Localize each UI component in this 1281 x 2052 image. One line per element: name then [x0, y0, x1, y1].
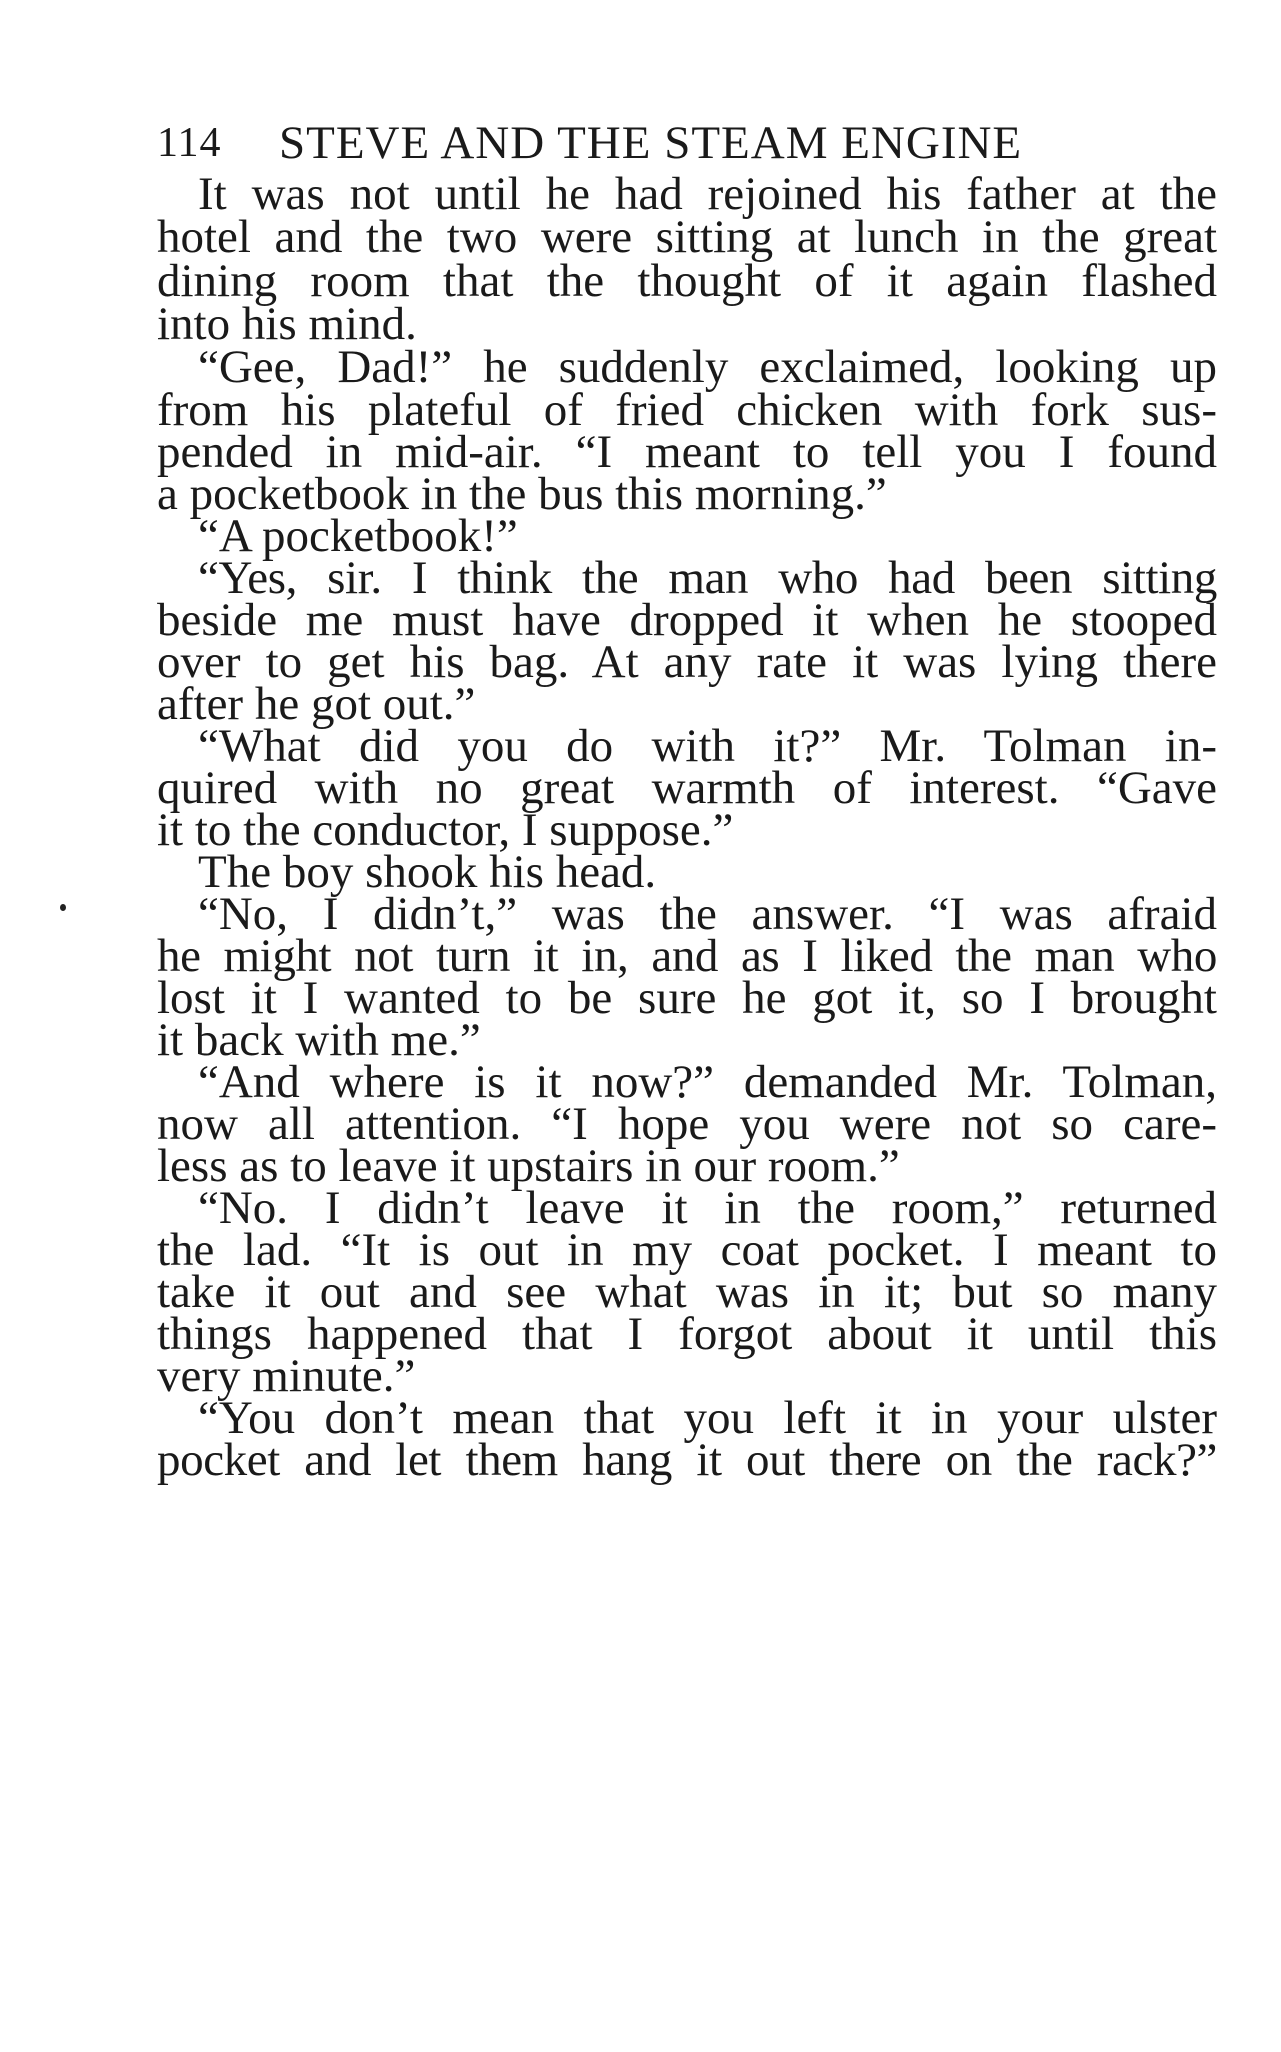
text-line: into his mind.: [157, 298, 417, 350]
text-line: “You don’t mean that you left it in your ulster: [198, 1392, 1217, 1444]
text-line: the lad. “It is out in my coat pocket. I meant to: [157, 1224, 1217, 1276]
running-head: [157, 113, 1217, 173]
text-line: pended in mid-air. “I meant to tell you I found: [157, 426, 1217, 478]
text-line: “A pocketbook!”: [198, 510, 518, 562]
text-line: “Gee, Dad!” he suddenly exclaimed, looking up: [198, 341, 1217, 393]
text-line: from his plateful of fried chicken with fork sus-: [157, 384, 1217, 436]
text-line: “What did you do with it?” Mr. Tolman in-: [198, 720, 1217, 772]
ink-speck: [60, 904, 66, 911]
book-title: STEVE AND THE STEAM ENGINE: [279, 117, 1023, 169]
text-line: dining room that the thought of it again flashed: [157, 255, 1217, 307]
text-line: now all attention. “I hope you were not so care-: [157, 1098, 1217, 1150]
text-line: quired with no great warmth of interest. “Gave: [157, 762, 1217, 814]
text-line: over to get his bag. At any rate it was lying there: [157, 636, 1217, 688]
text-line: lost it I wanted to be sure he got it, so I brought: [157, 972, 1217, 1024]
text-line: a pocketbook in the bus this morning.”: [157, 468, 887, 520]
text-line: hotel and the two were sitting at lunch in the great: [157, 211, 1217, 263]
text-line: The boy shook his head.: [198, 846, 657, 898]
text-line: “And where is it now?” demanded Mr. Tolman,: [198, 1056, 1217, 1108]
text-line: it to the conductor, I suppose.”: [157, 804, 734, 856]
text-line: “Yes, sir. I think the man who had been sitting: [198, 552, 1217, 604]
text-line: he might not turn it in, and as I liked the man who: [157, 930, 1217, 982]
text-line: “No, I didn’t,” was the answer. “I was afraid: [198, 888, 1217, 940]
text-line: very minute.”: [157, 1350, 416, 1402]
page-number: 114: [157, 120, 222, 166]
text-line: it back with me.”: [157, 1014, 481, 1066]
text-line: things happened that I forgot about it until this: [157, 1308, 1217, 1360]
text-line: take it out and see what was in it; but so many: [157, 1266, 1217, 1318]
text-line: after he got out.”: [157, 678, 476, 730]
text-line: less as to leave it upstairs in our room.”: [157, 1140, 900, 1192]
text-line: It was not until he had rejoined his father at the: [198, 168, 1217, 220]
text-line: pocket and let them hang it out there on the rack?”: [157, 1434, 1217, 1486]
text-line: beside me must have dropped it when he stooped: [157, 594, 1217, 646]
text-line: “No. I didn’t leave it in the room,” returned: [198, 1182, 1217, 1234]
